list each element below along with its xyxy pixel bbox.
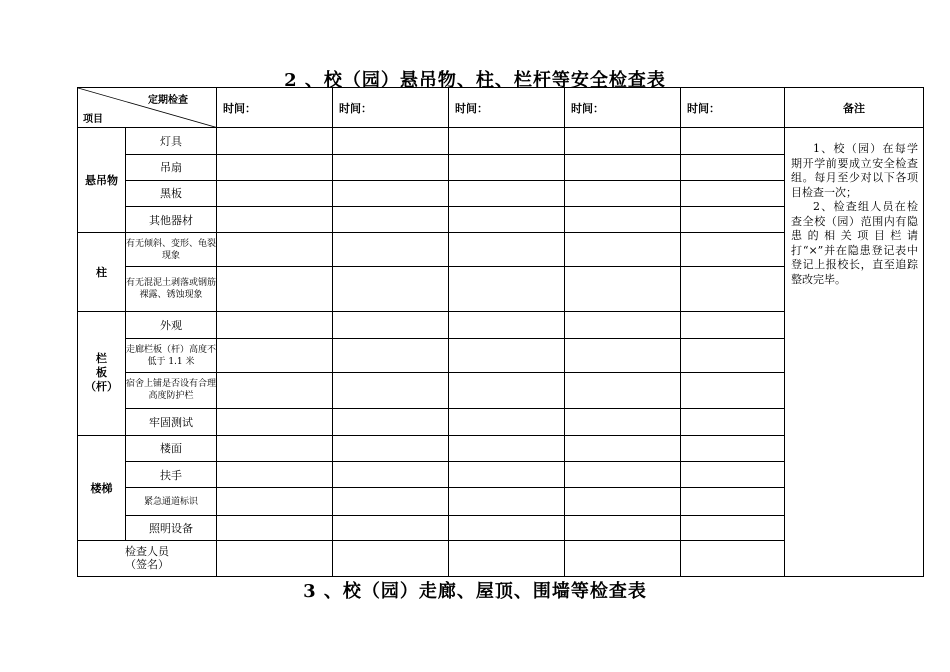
- check-cell[interactable]: [449, 488, 565, 516]
- time-header-1: 时间：: [217, 88, 333, 128]
- check-cell[interactable]: [565, 408, 681, 435]
- section-3-title: 3 、校（园）走廊、屋顶、围墙等检查表: [303, 581, 647, 602]
- check-cell[interactable]: [217, 180, 333, 206]
- remark-header: 备注: [785, 88, 924, 128]
- remark-notes: [785, 128, 924, 577]
- category-stairs: 楼梯: [78, 435, 126, 540]
- check-cell[interactable]: [217, 338, 333, 372]
- check-cell[interactable]: [681, 311, 785, 338]
- check-cell[interactable]: [333, 311, 449, 338]
- check-cell[interactable]: [449, 338, 565, 372]
- check-cell[interactable]: [217, 516, 333, 540]
- check-cell[interactable]: [681, 128, 785, 154]
- check-cell[interactable]: [565, 311, 681, 338]
- signature-cell[interactable]: [565, 540, 681, 576]
- check-cell[interactable]: [449, 154, 565, 180]
- item-other-equipment: 其他器材: [126, 206, 217, 232]
- check-cell[interactable]: [565, 206, 681, 232]
- check-cell[interactable]: [565, 461, 681, 487]
- time-header-3: 时间：: [449, 88, 565, 128]
- check-cell[interactable]: [217, 128, 333, 154]
- item-floor: 楼面: [126, 435, 217, 461]
- railing-label-line-3: （杆）: [85, 380, 118, 394]
- time-header-5: 时间：: [681, 88, 785, 128]
- check-cell[interactable]: [333, 516, 449, 540]
- check-cell[interactable]: [681, 180, 785, 206]
- railing-label-line-1: 栏: [96, 352, 107, 366]
- check-cell[interactable]: [449, 516, 565, 540]
- check-cell[interactable]: [681, 267, 785, 311]
- check-cell[interactable]: [565, 128, 681, 154]
- check-cell[interactable]: [217, 461, 333, 487]
- check-cell[interactable]: [333, 267, 449, 311]
- check-cell[interactable]: [681, 408, 785, 435]
- check-cell[interactable]: [333, 128, 449, 154]
- check-cell[interactable]: [333, 180, 449, 206]
- check-cell[interactable]: [333, 233, 449, 267]
- inspector-signature-label: [78, 540, 217, 576]
- check-cell[interactable]: [449, 128, 565, 154]
- item-emergency-exit-sign: 紧急通道标识: [126, 488, 217, 516]
- check-cell[interactable]: [333, 488, 449, 516]
- remark-paragraph-2: 2、检查组人员在检查全校（园）范围内有隐患的相关项目栏请打“×”并在隐患登记表中登记上报校长，直至追踪整改完毕。: [791, 200, 918, 286]
- check-cell[interactable]: [681, 233, 785, 267]
- check-cell[interactable]: [449, 233, 565, 267]
- category-column: 柱: [78, 233, 126, 312]
- check-cell[interactable]: [217, 408, 333, 435]
- check-cell[interactable]: [217, 206, 333, 232]
- check-cell[interactable]: [565, 154, 681, 180]
- item-blackboard: 黑板: [126, 180, 217, 206]
- item-lamps: 灯具: [126, 128, 217, 154]
- time-header-2: 时间：: [333, 88, 449, 128]
- signature-cell[interactable]: [333, 540, 449, 576]
- check-cell[interactable]: [681, 338, 785, 372]
- check-cell[interactable]: [449, 206, 565, 232]
- header-diagonal-cell: [78, 88, 217, 128]
- check-cell[interactable]: [681, 516, 785, 540]
- check-cell[interactable]: [333, 338, 449, 372]
- remark-paragraph-1: 1、校（园）在每学期开学前要成立安全检查组。每月至少对以下各项目检查一次；: [791, 142, 918, 199]
- check-cell[interactable]: [449, 435, 565, 461]
- check-cell[interactable]: [681, 461, 785, 487]
- check-cell[interactable]: [565, 180, 681, 206]
- check-cell[interactable]: [333, 408, 449, 435]
- check-cell[interactable]: [681, 435, 785, 461]
- check-cell[interactable]: [565, 373, 681, 408]
- check-cell[interactable]: [333, 461, 449, 487]
- check-cell[interactable]: [217, 233, 333, 267]
- item-concrete-spalling: 有无混泥土剥落或钢筋裸露、锈蚀现象: [126, 267, 217, 311]
- item-bunk-guardrail: 宿舍上铺是否设有合理高度防护栏: [126, 373, 217, 408]
- check-cell[interactable]: [449, 180, 565, 206]
- check-cell[interactable]: [217, 488, 333, 516]
- check-cell[interactable]: [449, 267, 565, 311]
- item-firmness-test: 牢固测试: [126, 408, 217, 435]
- safety-inspection-table: [77, 87, 924, 577]
- header-periodic-check: 定期检查: [148, 95, 188, 106]
- header-item: 项目: [83, 114, 103, 126]
- category-railing: [78, 311, 126, 435]
- item-lighting: 照明设备: [126, 516, 217, 540]
- check-cell[interactable]: [681, 488, 785, 516]
- check-cell[interactable]: [565, 233, 681, 267]
- item-appearance: 外观: [126, 311, 217, 338]
- item-railing-height: 走廊栏板（杆）高度不低于 1.1 米: [126, 338, 217, 372]
- item-handrail: 扶手: [126, 461, 217, 487]
- check-cell[interactable]: [217, 435, 333, 461]
- check-cell[interactable]: [449, 408, 565, 435]
- check-cell[interactable]: [449, 461, 565, 487]
- check-cell[interactable]: [565, 338, 681, 372]
- check-cell[interactable]: [681, 373, 785, 408]
- check-cell[interactable]: [333, 206, 449, 232]
- section-2-title: 2 、校（园）悬吊物、柱、栏杆等安全检查表: [284, 70, 666, 91]
- check-cell[interactable]: [217, 311, 333, 338]
- signature-cell[interactable]: [217, 540, 333, 576]
- time-header-4: 时间：: [565, 88, 681, 128]
- railing-label-line-2: 板: [96, 366, 107, 380]
- inspector-label: 检查人员: [125, 545, 169, 559]
- check-cell[interactable]: [217, 373, 333, 408]
- check-cell[interactable]: [333, 435, 449, 461]
- check-cell[interactable]: [681, 206, 785, 232]
- check-cell[interactable]: [681, 154, 785, 180]
- check-cell[interactable]: [217, 154, 333, 180]
- check-cell[interactable]: [333, 154, 449, 180]
- signature-cell[interactable]: [681, 540, 785, 576]
- signature-cell[interactable]: [449, 540, 565, 576]
- check-cell[interactable]: [565, 488, 681, 516]
- item-ceiling-fan: 吊扇: [126, 154, 217, 180]
- category-hanging-objects: 悬吊物: [78, 128, 126, 233]
- check-cell[interactable]: [333, 373, 449, 408]
- check-cell[interactable]: [565, 267, 681, 311]
- check-cell[interactable]: [565, 435, 681, 461]
- check-cell[interactable]: [449, 373, 565, 408]
- check-cell[interactable]: [217, 267, 333, 311]
- check-cell[interactable]: [565, 516, 681, 540]
- signature-label: （签名）: [125, 558, 169, 572]
- item-tilt-deformation: 有无倾斜、变形、龟裂现象: [126, 233, 217, 267]
- check-cell[interactable]: [449, 311, 565, 338]
